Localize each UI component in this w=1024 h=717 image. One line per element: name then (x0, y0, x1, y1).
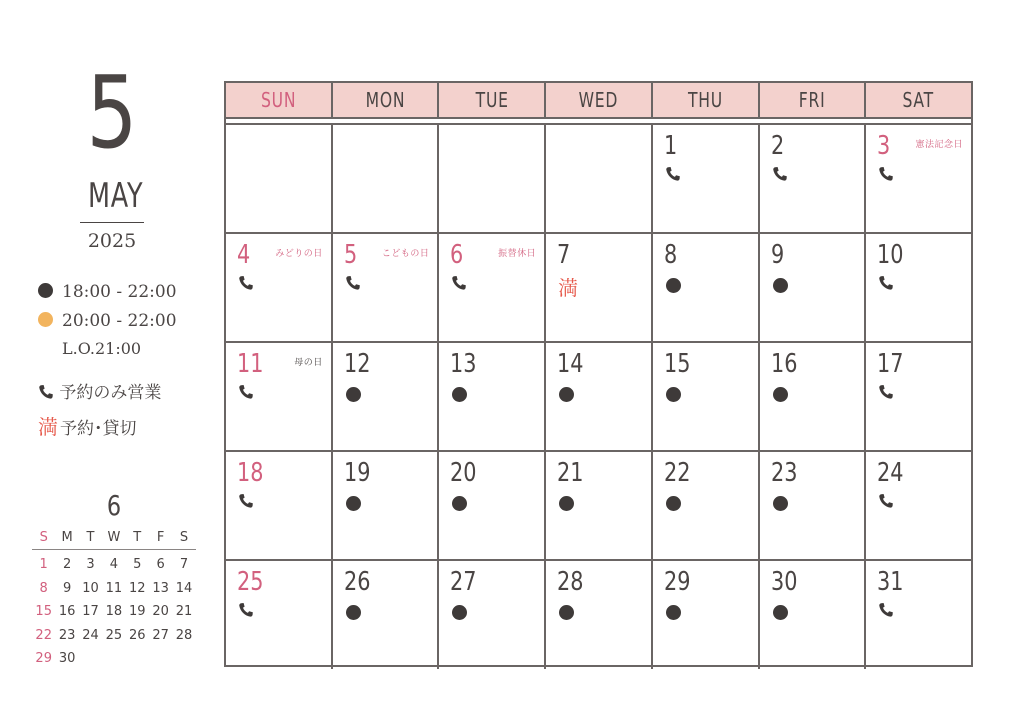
day-number: 26 (343, 567, 371, 597)
mini-day: 15 (35, 604, 52, 620)
day-number: 10 (877, 240, 904, 270)
holiday-name: 振替休日 (498, 249, 537, 259)
day-number: 5 (343, 240, 357, 270)
day-cell (760, 561, 867, 669)
phone-icon (38, 384, 54, 400)
mini-day: 7 (179, 557, 189, 573)
day-number: 19 (343, 458, 371, 488)
mini-week-row (32, 577, 196, 601)
day-cell (866, 343, 971, 450)
day-cell (546, 452, 653, 559)
legend-dark-hours (38, 282, 177, 302)
week-row (226, 125, 971, 234)
week-row (226, 343, 971, 452)
month-number: 5 (86, 54, 138, 171)
day-number: 9 (770, 240, 784, 270)
day-cell (439, 561, 546, 669)
mini-day: 4 (109, 557, 118, 573)
dark-dot-icon (558, 602, 574, 620)
weekday-label: WED (578, 88, 619, 112)
phone-icon (451, 275, 467, 295)
day-number: 7 (557, 240, 571, 270)
day-cell (760, 452, 867, 559)
day-cell (439, 343, 546, 450)
dark-dot-icon (558, 384, 574, 402)
day-number: 24 (877, 458, 904, 488)
dark-dot-icon (38, 283, 53, 298)
holiday-name: みどりの日 (275, 249, 323, 259)
legend-last-order: L.O.21:00 (62, 339, 142, 358)
day-cell (866, 561, 971, 669)
dark-dot-icon (665, 275, 681, 293)
day-number: 31 (877, 567, 904, 597)
mini-weekday: F (156, 530, 165, 545)
holiday-name: 憲法記念日 (915, 140, 964, 150)
full-mark: 満 (558, 276, 579, 300)
holiday-name: 母の日 (294, 358, 323, 368)
mini-day: 3 (86, 557, 95, 573)
phone-icon (345, 275, 361, 295)
mini-day: 22 (35, 627, 52, 643)
next-month-weekdays (32, 527, 196, 550)
dark-hours-text: 18:00 - 22:00 (62, 282, 177, 302)
year: 2025 (87, 230, 137, 252)
weekday-sat (866, 83, 971, 117)
day-cell (226, 125, 333, 232)
mini-week-row (32, 647, 196, 671)
phone-icon (878, 166, 894, 186)
mini-day: 25 (105, 627, 123, 643)
mini-day: 26 (128, 627, 146, 643)
day-number: 11 (237, 349, 264, 379)
mini-day: 21 (175, 604, 193, 620)
day-number: 27 (450, 567, 477, 597)
holiday-name: こどもの日 (381, 249, 430, 259)
day-number: 30 (770, 567, 798, 597)
mini-day: 27 (152, 627, 169, 643)
day-cell (653, 561, 760, 669)
day-cell (439, 452, 546, 559)
day-cell (760, 234, 867, 341)
day-cell (226, 343, 333, 450)
day-number: 15 (663, 349, 691, 379)
mini-weekday: T (86, 530, 95, 545)
day-cell (333, 125, 440, 232)
weekday-label: FRI (798, 88, 826, 112)
week-row (226, 234, 971, 343)
mini-day: 17 (82, 604, 99, 620)
week-row (226, 452, 971, 561)
mini-day: 16 (58, 604, 76, 620)
calendar-grid (224, 81, 973, 667)
calendar-weeks (226, 125, 971, 669)
day-cell (439, 234, 546, 341)
full-char: 満 (38, 415, 58, 439)
day-number: 29 (663, 567, 691, 597)
mini-day: 12 (128, 580, 146, 596)
mini-weekday: M (61, 530, 73, 545)
mini-day: 30 (58, 651, 76, 667)
dark-dot-icon (772, 602, 788, 620)
day-number: 4 (237, 240, 251, 270)
next-month-number: 6 (106, 489, 122, 522)
dark-dot-icon (451, 602, 467, 620)
mini-day: 19 (128, 604, 146, 620)
mini-day: 10 (82, 580, 99, 596)
day-number: 28 (557, 567, 584, 597)
phone-icon (238, 493, 254, 513)
weekday-label: MON (365, 88, 405, 112)
day-number: 22 (663, 458, 691, 488)
dark-dot-icon (345, 384, 361, 402)
mini-day: 28 (175, 627, 193, 643)
legend-full (38, 411, 137, 440)
day-cell (546, 343, 653, 450)
next-month-calendar (32, 527, 196, 671)
dark-dot-icon (772, 493, 788, 511)
dark-dot-icon (558, 493, 574, 511)
mini-day: 11 (105, 580, 123, 596)
day-cell (333, 452, 440, 559)
day-number: 12 (343, 349, 371, 379)
dark-dot-icon (451, 493, 467, 511)
day-cell (546, 234, 653, 341)
dark-dot-icon (665, 384, 681, 402)
day-cell (653, 343, 760, 450)
mini-day: 20 (152, 604, 169, 620)
weekday-fri (760, 83, 867, 117)
day-number: 3 (877, 131, 891, 161)
dark-dot-icon (665, 602, 681, 620)
day-cell (333, 343, 440, 450)
gold-hours-text: 20:00 - 22:00 (62, 311, 177, 331)
day-number: 18 (237, 458, 264, 488)
day-cell (546, 561, 653, 669)
dark-dot-icon (345, 493, 361, 511)
mini-day: 29 (35, 651, 52, 667)
phone-icon (238, 384, 254, 404)
day-number: 16 (770, 349, 798, 379)
day-cell (760, 343, 867, 450)
day-number: 25 (237, 567, 264, 597)
day-number: 6 (450, 240, 464, 270)
weekday-label: SUN (260, 88, 297, 112)
phone-icon (878, 384, 894, 404)
mini-day: 18 (105, 604, 123, 620)
mini-weekday: S (39, 530, 48, 545)
dark-dot-icon (345, 602, 361, 620)
mini-day: 24 (82, 627, 99, 643)
phone-icon (878, 602, 894, 622)
day-cell (226, 234, 333, 341)
full-label: 予約･貸切 (60, 419, 137, 439)
mini-weekday: S (179, 530, 189, 545)
mini-week-row (32, 624, 196, 648)
day-cell (226, 561, 333, 669)
day-cell (333, 234, 440, 341)
day-cell (866, 452, 971, 559)
weekday-label: SAT (902, 88, 935, 112)
month-divider (80, 222, 144, 223)
dark-dot-icon (665, 493, 681, 511)
day-cell (226, 452, 333, 559)
mini-weekday: T (133, 530, 142, 545)
day-number: 8 (663, 240, 678, 270)
day-cell (546, 125, 653, 232)
legend-gold-hours (38, 311, 177, 331)
legend-phone (38, 378, 161, 403)
day-number: 21 (557, 458, 584, 488)
sidebar (0, 0, 215, 717)
weekday-sun (226, 83, 333, 117)
month-name: MAY (88, 176, 144, 216)
phone-icon (238, 602, 254, 622)
phone-icon (772, 166, 788, 186)
day-number: 13 (450, 349, 477, 379)
mini-week-row (32, 600, 196, 624)
mini-day: 13 (152, 580, 169, 596)
day-cell (653, 125, 760, 232)
day-cell (760, 125, 867, 232)
mini-day: 14 (175, 580, 193, 596)
phone-label: 予約のみ営業 (59, 383, 162, 403)
day-cell (439, 125, 546, 232)
dark-dot-icon (772, 384, 788, 402)
mini-day: 5 (133, 557, 142, 573)
mini-weekday: W (107, 530, 121, 545)
mini-day: 9 (62, 580, 72, 596)
mini-day: 2 (62, 557, 72, 573)
day-cell (866, 234, 971, 341)
weekday-thu (653, 83, 760, 117)
mini-day: 8 (39, 580, 48, 596)
day-number: 14 (557, 349, 584, 379)
day-number: 20 (450, 458, 477, 488)
day-cell (653, 452, 760, 559)
phone-icon (665, 166, 681, 186)
weekday-label: TUE (475, 88, 509, 112)
day-cell (866, 125, 971, 232)
weekday-tue (439, 83, 546, 117)
mini-day: 1 (39, 557, 48, 573)
week-row (226, 561, 971, 669)
day-cell (333, 561, 440, 669)
weekday-header (226, 83, 971, 119)
mini-day: 23 (58, 627, 76, 643)
phone-icon (238, 275, 254, 295)
weekday-mon (333, 83, 440, 117)
phone-icon (878, 493, 894, 513)
gold-dot-icon (38, 312, 53, 327)
mini-day: 6 (156, 557, 165, 573)
day-cell (653, 234, 760, 341)
mini-week-row (32, 553, 196, 577)
dark-dot-icon (772, 275, 788, 293)
next-month-days (32, 553, 196, 671)
weekday-wed (546, 83, 653, 117)
day-number: 17 (877, 349, 904, 379)
day-number: 2 (770, 131, 784, 161)
phone-icon (878, 275, 894, 295)
dark-dot-icon (451, 384, 467, 402)
day-number: 23 (770, 458, 798, 488)
day-number: 1 (663, 131, 678, 161)
weekday-label: THU (687, 88, 723, 112)
